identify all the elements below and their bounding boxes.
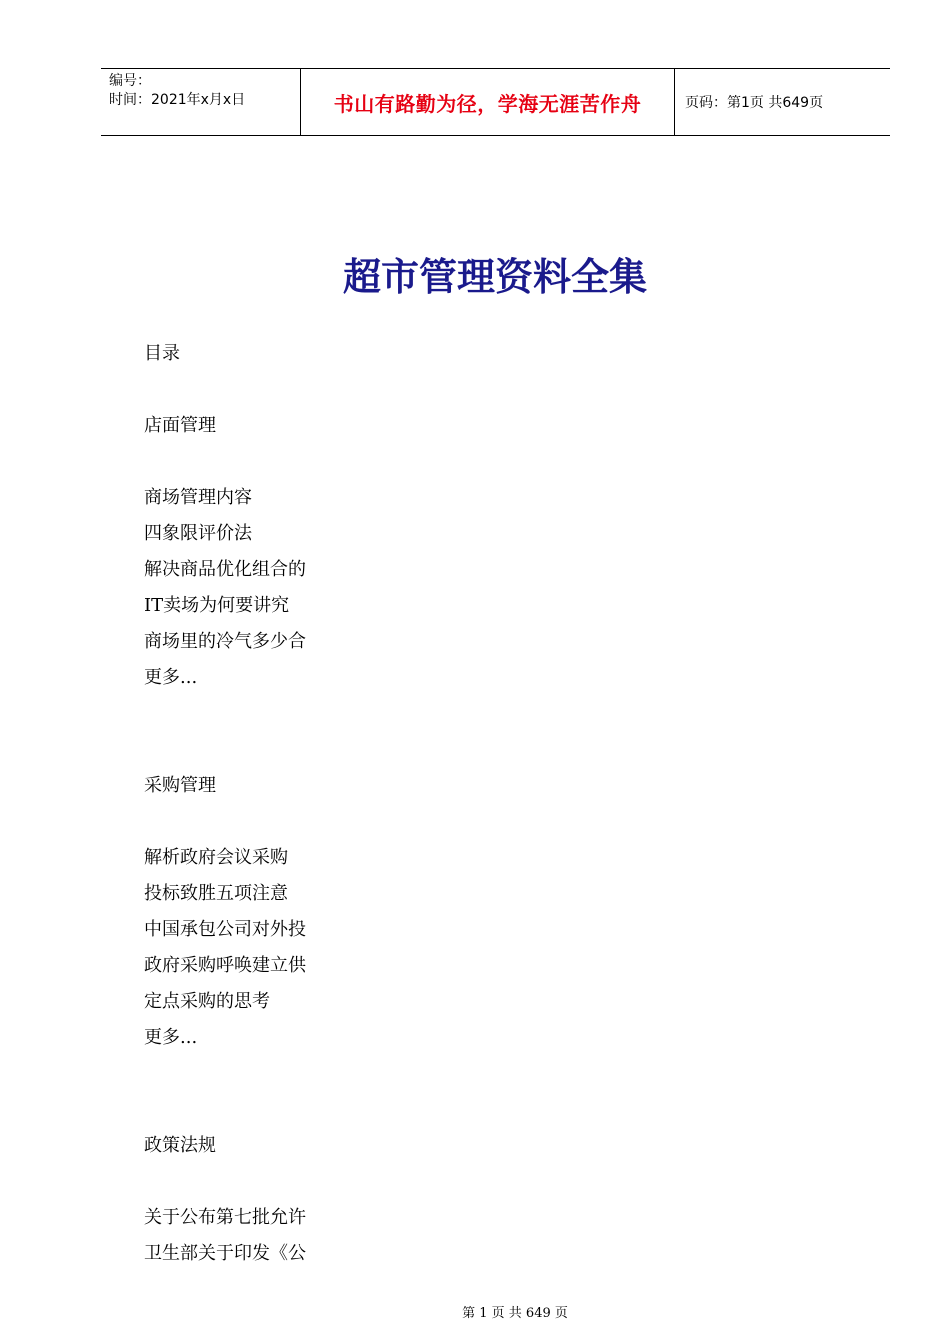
document-title: 超市管理资料全集 bbox=[342, 254, 647, 299]
more-link[interactable]: 更多... bbox=[144, 667, 198, 688]
toc-label: 目录 bbox=[144, 343, 180, 364]
section-heading-store: 店面管理 bbox=[144, 415, 216, 436]
toc-content bbox=[144, 336, 744, 1272]
toc-link[interactable]: 商场管理内容 bbox=[144, 487, 252, 508]
toc-link[interactable]: 关于公布第七批允许 bbox=[144, 1207, 306, 1228]
section-heading-policy: 政策法规 bbox=[144, 1135, 216, 1156]
header-motto: 书山有路勤为径，学海无涯苦作舟 bbox=[301, 69, 675, 135]
toc-link[interactable]: IT卖场为何要讲究 bbox=[144, 595, 290, 616]
toc-link[interactable]: 政府采购呼唤建立供 bbox=[144, 955, 306, 976]
toc-link[interactable]: 商场里的冷气多少合 bbox=[144, 631, 306, 652]
toc-link[interactable]: 四象限评价法 bbox=[144, 523, 252, 544]
time-label: 时间：2021年x月x日 bbox=[109, 92, 246, 108]
page-footer: 第 1 页 共 649 页 bbox=[462, 1306, 568, 1321]
toc-link[interactable]: 解决商品优化组合的 bbox=[144, 559, 306, 580]
toc-link[interactable]: 中国承包公司对外投 bbox=[144, 919, 306, 940]
page-header bbox=[101, 68, 890, 136]
toc-link[interactable]: 定点采购的思考 bbox=[144, 991, 270, 1012]
section-heading-purchasing: 采购管理 bbox=[144, 775, 216, 796]
header-meta bbox=[101, 69, 301, 135]
header-page-info: 页码：第1页 共649页 bbox=[685, 95, 824, 111]
toc-link[interactable]: 卫生部关于印发《公 bbox=[144, 1243, 306, 1264]
more-link[interactable]: 更多... bbox=[144, 1027, 198, 1048]
toc-link[interactable]: 投标致胜五项注意 bbox=[144, 883, 288, 904]
toc-link[interactable]: 解析政府会议采购 bbox=[144, 847, 288, 868]
serial-label: 编号： bbox=[109, 73, 151, 89]
